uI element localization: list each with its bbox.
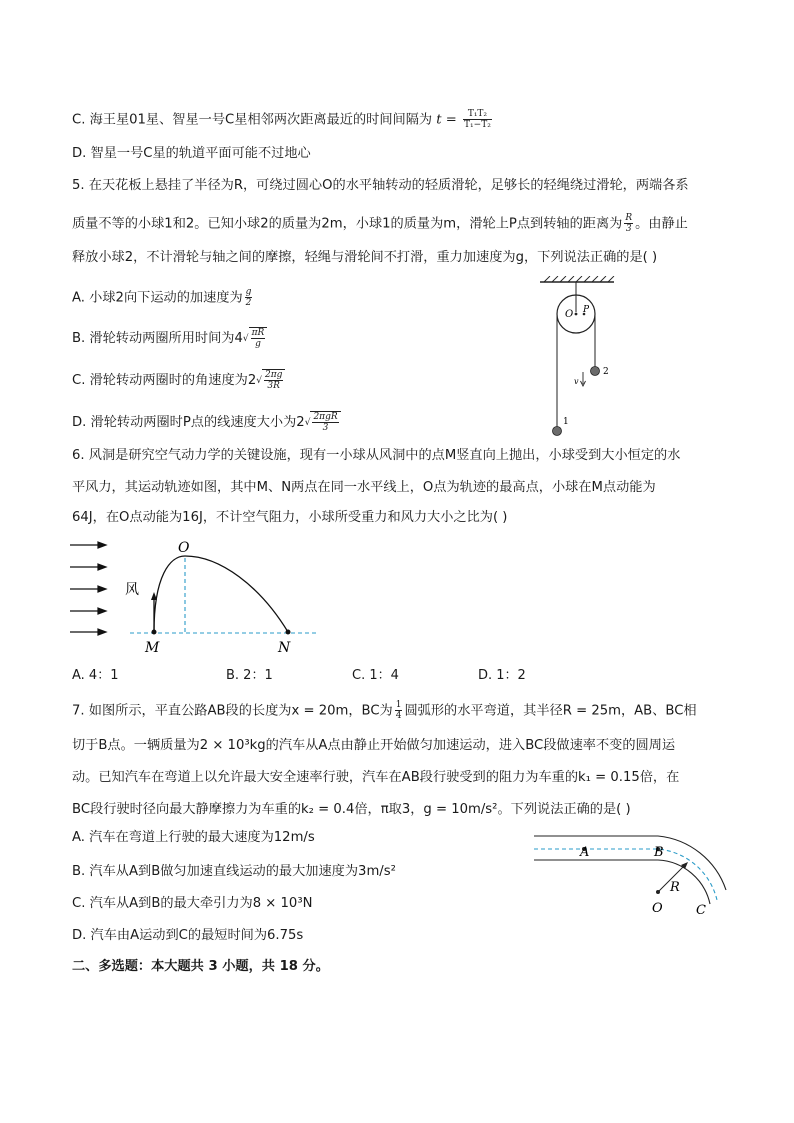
q7-option-d: D. 汽车由A运动到C的最短时间为6.75s — [72, 928, 304, 943]
q5-option-b-sqrt: √ $\frac{\pi R}{g}$ — [243, 327, 267, 349]
q6-trajectory-figure — [70, 536, 330, 658]
q7-road-figure — [530, 830, 730, 922]
ball-1 — [553, 427, 562, 436]
q4-option-c-formula: t = — [436, 112, 457, 128]
label-c: C — [696, 903, 706, 918]
q6-option-d: D. 1：2 — [478, 668, 526, 683]
label-p: P — [583, 305, 590, 315]
q6-option-a: A. 4：1 — [72, 668, 119, 683]
label-r: R — [670, 880, 680, 895]
label-o: O — [652, 901, 663, 916]
q5-option-c-sqrt: √ $\frac{2\pi g}{3R}$ — [256, 369, 285, 391]
q5-pulley-figure — [536, 276, 626, 442]
label-o: O — [565, 309, 574, 320]
q7-fraction-quarter: $\frac{1}{4}$ — [395, 700, 402, 721]
q7-stem-line2: 切于B点。一辆质量为2 × 10³kg的汽车从A点由静止开始做匀加速运动，进入BC段做速率不变的圆周运 — [72, 738, 676, 753]
label-m: M — [145, 640, 160, 656]
wind-label: 风 — [125, 582, 139, 598]
pulley-axis — [575, 313, 578, 316]
point-m — [152, 630, 157, 635]
label-o: O — [178, 540, 190, 556]
q7-stem-line1: 7. 如图所示，平直公路AB段的长度为x = 20m，BC为 $\frac{1}{4}$ 圆弧形的水平弯道，其半径R = 25m，AB、BC相 — [72, 700, 697, 721]
q5-option-d-sqrt: √ $\frac{\text{2πgR}}{3}$ — [305, 411, 341, 433]
q6-stem-line2: 平风力，其运动轨迹如图，其中M、N两点在同一水平线上，O点为轨迹的最高点，小球在M点动能为 — [72, 480, 656, 495]
q4-option-c-fraction: $\frac{\text{T₁T₂}}{\text{T₁−T₂}}$ — [464, 109, 491, 130]
initial-velocity-arrowhead — [151, 592, 157, 600]
label-v: v — [574, 377, 579, 386]
q6-stem-line3: 64J，在O点动能为16J，不计空气阻力，小球所受重力和风力大小之比为( ) — [72, 510, 508, 525]
ceiling-hatch — [544, 276, 614, 282]
section-2-heading: 二、多选题：本大题共 3 小题，共 18 分。 — [72, 959, 329, 974]
wind-arrows — [70, 542, 106, 635]
label-b: B — [654, 845, 664, 860]
road-centerline — [534, 849, 717, 900]
q5-option-a-fraction: $\frac{g}{2}$ — [245, 287, 252, 308]
q7-option-c: C. 汽车从A到B的最大牵引力为8 × 10³N — [72, 896, 313, 911]
q4-option-d: D. 智星一号C星的轨道平面可能不过地心 — [72, 146, 311, 161]
point-n — [286, 630, 291, 635]
q5-option-b: B. 滑轮转动两圈所用时间为4√ $\frac{\pi R}{g}$ — [72, 327, 267, 349]
q5-stem-line1: 5. 在天花板上悬挂了半径为R，可绕过圆心O的水平轴转动的轻质滑轮，足够长的轻绳绕过滑轮，两端各系 — [72, 178, 689, 193]
q7-option-b: B. 汽车从A到B做匀加速直线运动的最大加速度为3m/s² — [72, 864, 396, 879]
q5-option-d: D. 滑轮转动两圈时P点的线速度大小为2√ $\frac{\text{2πgR}}{3}$ — [72, 411, 341, 433]
q5-option-c: C. 滑轮转动两圈时的角速度为2√ $\frac{2\pi g}{3R}$ — [72, 369, 285, 391]
ball-2 — [591, 367, 600, 376]
q5-stem-line3: 释放小球2，不计滑轮与轴之间的摩擦，轻绳与滑轮间不打滑，重力加速度为g，下列说法正确的是( ) — [72, 250, 658, 265]
label-ball-2: 2 — [603, 367, 609, 377]
label-ball-1: 1 — [563, 417, 569, 427]
label-n: N — [278, 640, 291, 656]
q5-fraction-r3: $\frac{R}{3}$ — [625, 213, 633, 234]
q7-stem-line4: BC段行驶时径向最大静摩擦力为车重的k₂ = 0.4倍，π取3，g = 10m/s²。下列说法正确的是( ) — [72, 802, 631, 817]
q7-stem-line3: 动。已知汽车在弯道上以允许最大安全速率行驶，汽车在AB段行驶受到的阻力为车重的k₁ = 0.15倍，在 — [72, 770, 680, 785]
road-outer-edge — [534, 836, 726, 890]
q4-option-c: C. 海王星01星、智星一号C星相邻两次距离最近的时间间隔为 t = $\frac{\text{T₁T₂}}{\text{T₁−T₂}}$ — [72, 109, 491, 130]
q6-option-b: B. 2：1 — [226, 668, 273, 683]
q7-option-a: A. 汽车在弯道上行驶的最大速度为12m/s — [72, 830, 315, 845]
q6-option-c: C. 1：4 — [352, 668, 399, 683]
q6-stem-line1: 6. 风洞是研究空气动力学的关键设施，现有一小球从风洞中的点M竖直向上抛出，小球受到大小恒定的水 — [72, 448, 681, 463]
q5-stem-line2: 质量不等的小球1和2。已知小球2的质量为2m，小球1的质量为m，滑轮上P点到转轴的距离为 $\frac{R}{3}$ 。由静止 — [72, 213, 688, 234]
label-a: A — [580, 845, 590, 860]
trajectory-curve — [154, 556, 288, 632]
q5-option-a: A. 小球2向下运动的加速度为 $\frac{g}{2}$ — [72, 287, 252, 308]
